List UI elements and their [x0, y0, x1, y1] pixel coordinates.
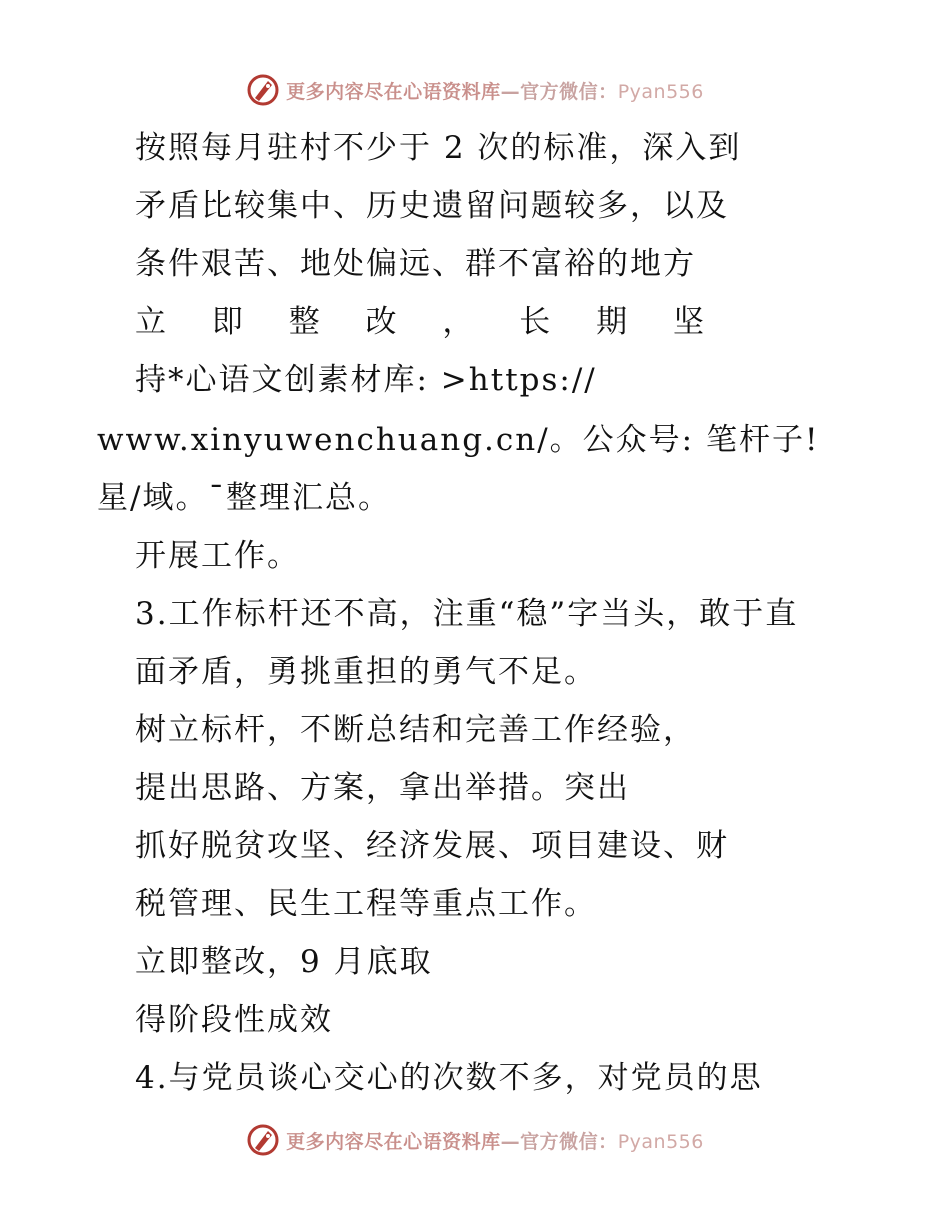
banner-separator: —: [500, 1130, 521, 1153]
banner-brand: 更多内容尽在心语资料库: [286, 1130, 501, 1153]
banner-text: [286, 77, 704, 104]
text-line: 矛盾比较集中、历史遗留问题较多，以及: [135, 188, 729, 224]
text-line: www.xinyuwenchuang.cn/。公众号: 笔杆子!: [97, 422, 820, 458]
text-line: 面矛盾，勇挑重担的勇气不足。: [135, 654, 597, 690]
text-line: 抓好脱贫攻坚、经济发展、项目建设、财: [135, 828, 729, 864]
text-line: 立 即 整 改 ， 长 期 坚: [135, 304, 722, 340]
header-banner: [0, 70, 950, 110]
text-line: 星/域。¯整理汇总。: [97, 480, 391, 516]
text-line: 提出思路、方案，拿出举措。突出: [135, 770, 630, 806]
text-line: 树立标杆，不断总结和完善工作经验，: [135, 712, 696, 748]
banner-brand: 更多内容尽在心语资料库: [286, 80, 501, 103]
banner-separator: —: [500, 80, 521, 103]
text-line: 开展工作。: [135, 538, 300, 574]
text-line: 持*心语文创素材库: >https://: [135, 362, 597, 398]
banner-text: [286, 1127, 704, 1154]
text-line: 条件艰苦、地处偏远、群不富裕的地方: [135, 246, 696, 282]
text-line: 立即整改，9 月底取: [135, 944, 433, 980]
text-line: 3.工作标杆还不高，注重“稳”字当头，敢于直: [135, 596, 799, 632]
text-line: 按照每月驻村不少于 2 次的标准，深入到: [135, 130, 742, 166]
banner-contact-label: 官方微信：: [520, 1130, 618, 1153]
pen-logo-icon: [246, 73, 280, 107]
text-line: 4.与党员谈心交心的次数不多，对党员的思: [135, 1060, 763, 1096]
pen-logo-icon: [246, 1123, 280, 1157]
banner-contact-id: Pyan556: [617, 80, 704, 103]
footer-banner: [0, 1120, 950, 1160]
banner-contact-label: 官方微信：: [520, 80, 618, 103]
text-line: 得阶段性成效: [135, 1002, 333, 1038]
text-line: 税管理、民生工程等重点工作。: [135, 886, 597, 922]
banner-contact-id: Pyan556: [617, 1130, 704, 1153]
